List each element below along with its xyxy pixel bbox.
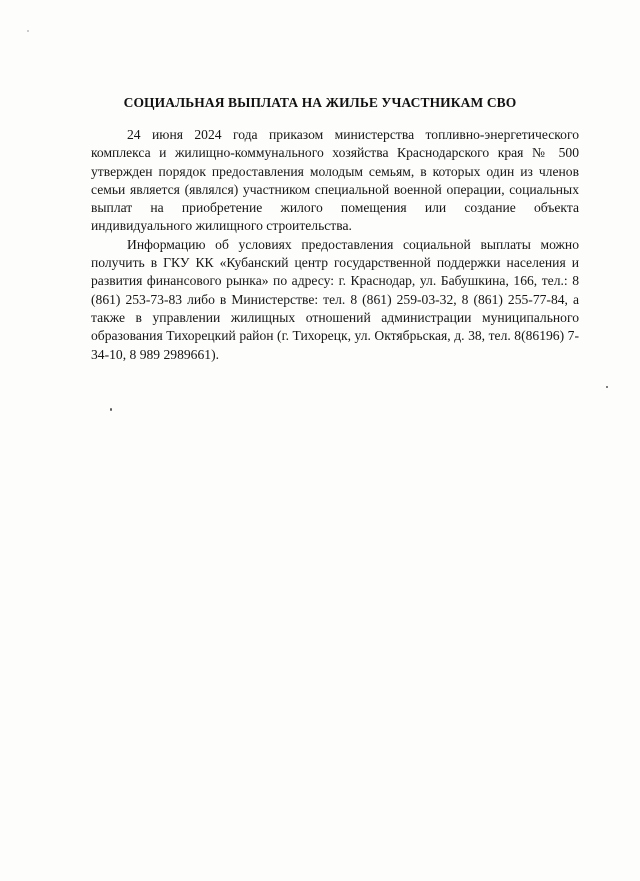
paragraph-contact-information: Информацию об условиях предоставления социальной выплаты можно получить в ГКУ КК «Кубанский центр государственной поддержки населения и развития финансового рынка» по адресу: г. Краснодар, ул. Бабушкина, 166, тел.: 8 (861) 253-73-83 либо в Министерстве: тел. 8 (861) 259-03-32, 8 (861) 255-77-84, а также в управлении жилищных отношений администрации муниципального образования Тихорецкий район (г. Тихорецк, ул. Октябрьская, д. 38, тел. 8(86196) 7-34-10, 8 989 2989661). [91,236,579,362]
document-body [91,126,579,364]
scan-speck [27,30,29,32]
paragraph-order-announcement: 24 июня 2024 года приказом министерства топливно-энергетического комплекса и жилищно-коммунального хозяйства Краснодарского края № 500 утвержден порядок предоставления молодым семьям, в которых один из членов семьи является (являлся) участником специальной военной операции, социальных выплат на приобретение жилого помещения или создание объекта индивидуального жилищного строительства. [91,127,579,234]
scan-speck [110,408,112,411]
scan-speck [606,386,608,388]
document-title: СОЦИАЛЬНАЯ ВЫПЛАТА НА ЖИЛЬЕ УЧАСТНИКАМ СВО [123,95,517,110]
